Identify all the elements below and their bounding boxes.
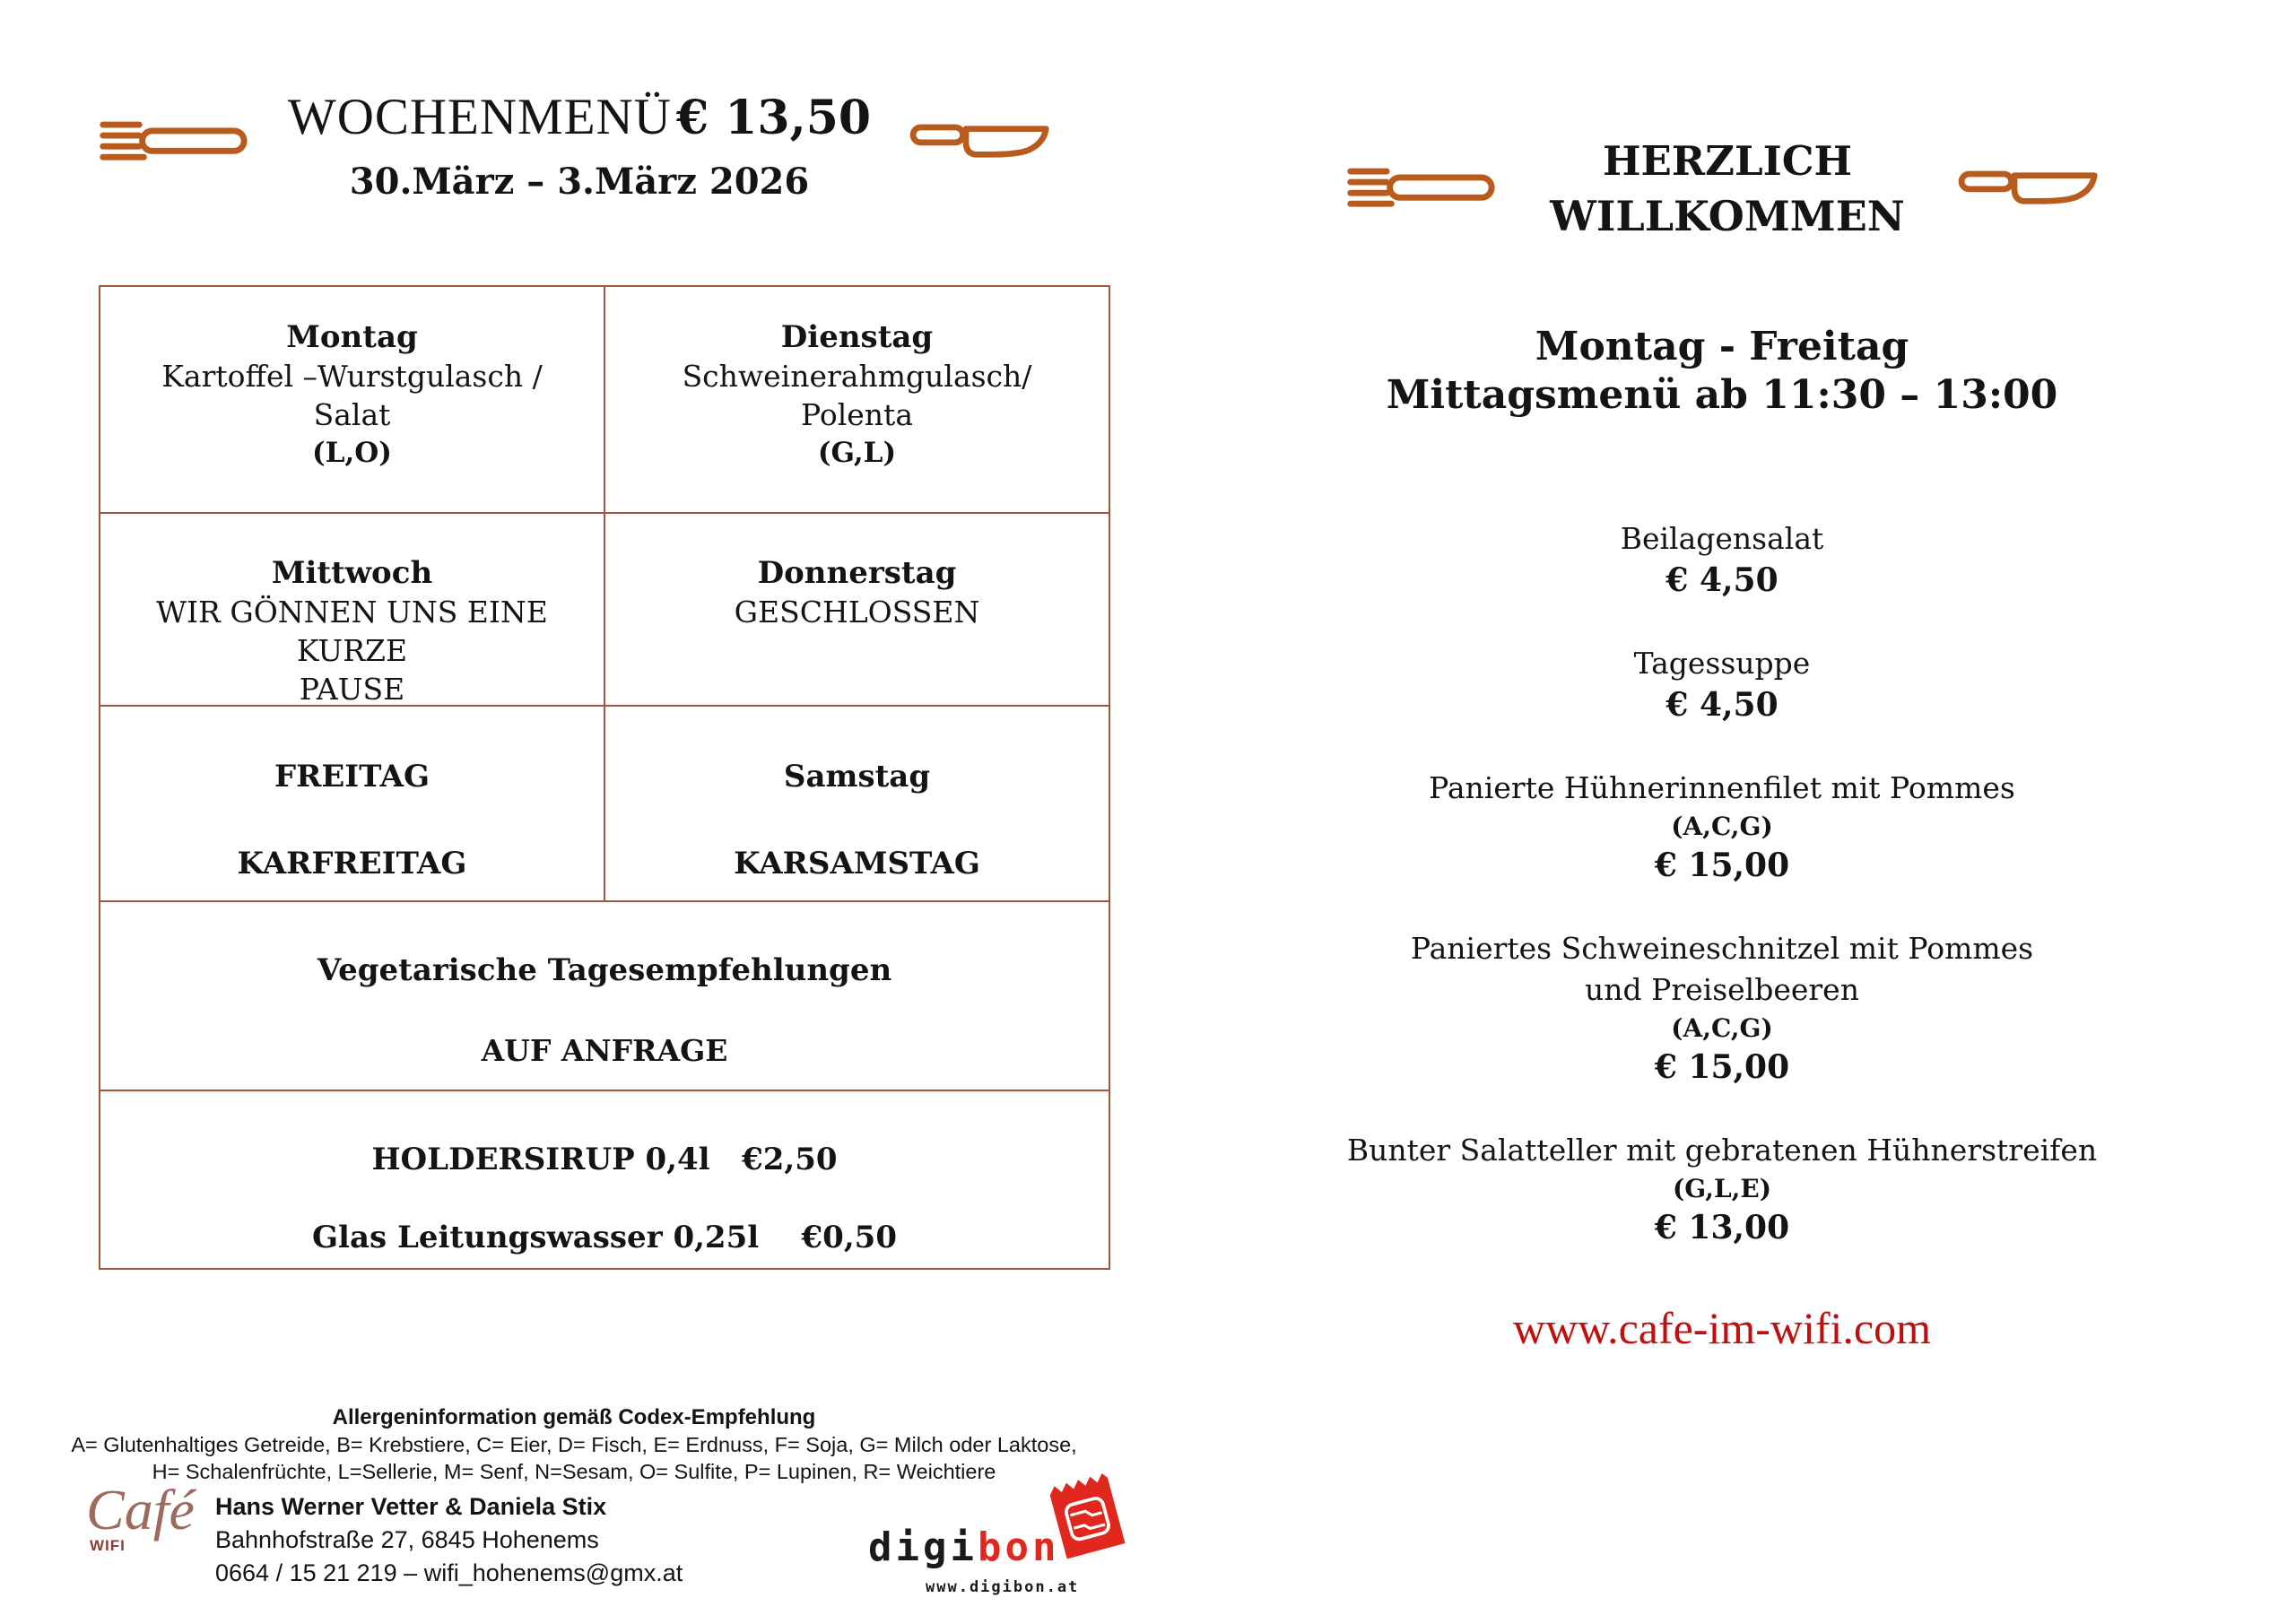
item-name: Panierte Hühnerinnenfilet mit Pommes bbox=[1429, 770, 2015, 805]
contact-block bbox=[215, 1490, 683, 1590]
allergen-info bbox=[0, 1404, 1148, 1485]
cafe-website-url: www.cafe-im-wifi.com bbox=[1512, 1303, 1931, 1353]
item-name: Tagessuppe bbox=[1633, 646, 1811, 681]
item-allergens: (A,C,G) bbox=[1671, 812, 1773, 841]
item-price: € 15,00 bbox=[1654, 1048, 1790, 1086]
item-price: € 4,50 bbox=[1665, 561, 1779, 599]
day-label: Dienstag bbox=[780, 319, 934, 355]
table-row bbox=[100, 900, 1109, 1090]
menu-item-beilagensalat bbox=[1148, 518, 2296, 602]
table-cell-dienstag bbox=[604, 287, 1109, 512]
dish-line: PAUSE bbox=[299, 672, 405, 707]
item-price: € 13,00 bbox=[1654, 1209, 1790, 1246]
phone-email: 0664 / 15 21 219 – wifi_hohenems@gmx.at bbox=[215, 1559, 683, 1586]
item-name-line2: und Preiselbeeren bbox=[1585, 972, 1859, 1007]
menu-items bbox=[1148, 518, 2296, 1290]
table-row bbox=[100, 705, 1109, 900]
day-label: Montag bbox=[286, 319, 418, 355]
knife-icon bbox=[1957, 163, 2100, 217]
welcome-title bbox=[1550, 135, 1905, 244]
digibon-text-red: bon bbox=[977, 1524, 1060, 1570]
table-cell-montag bbox=[100, 287, 604, 512]
table-row bbox=[100, 512, 1109, 705]
week-menu-table bbox=[99, 285, 1110, 1270]
menu-price: € 13,50 bbox=[675, 91, 872, 145]
knife-icon bbox=[909, 117, 1052, 170]
drink-line: Glas Leitungswasser 0,25l €0,50 bbox=[312, 1220, 897, 1255]
opening-times: Mittagsmenü ab 11:30 – 13:00 bbox=[1386, 372, 2058, 418]
day-label: Mittwoch bbox=[271, 555, 433, 591]
dish-line: KARSAMSTAG bbox=[734, 846, 980, 881]
left-title-block bbox=[288, 88, 871, 205]
welcome-line1: HERZLICH bbox=[1602, 137, 1853, 185]
right-menu-header bbox=[1148, 135, 2296, 244]
day-label: Samstag bbox=[783, 759, 931, 795]
allergen-line: A= Glutenhaltiges Getreide, B= Krebstiere, C= Eier, D= Fisch, E= Erdnuss, F= Soja, G= Milch oder Laktose, bbox=[71, 1433, 1077, 1456]
dish-line: Polenta bbox=[800, 397, 913, 432]
table-cell-samstag bbox=[604, 707, 1109, 900]
item-price: € 4,50 bbox=[1665, 686, 1779, 724]
dish-line: GESCHLOSSEN bbox=[734, 595, 980, 630]
item-allergens: (G,L,E) bbox=[1673, 1174, 1771, 1203]
item-name: Bunter Salatteller mit gebratenen Hühnerstreifen bbox=[1346, 1133, 2098, 1168]
fork-icon bbox=[96, 117, 250, 170]
cafe-logo-text: Café bbox=[86, 1478, 195, 1541]
dish-line: WIR GÖNNEN UNS EINE KURZE bbox=[156, 595, 548, 668]
dish-line: Schweinerahmgulasch/ bbox=[682, 359, 1032, 394]
menu-item-schweineschnitzel bbox=[1148, 928, 2296, 1089]
table-row bbox=[100, 1090, 1109, 1268]
digibon-url: www.digibon.at bbox=[926, 1578, 1080, 1596]
table-cell-mittwoch bbox=[100, 514, 604, 705]
table-row bbox=[100, 287, 1109, 512]
digibon-logo bbox=[868, 1490, 1137, 1616]
opening-days: Montag - Freitag bbox=[1535, 324, 1909, 369]
dish-line: Kartoffel –Wurstgulasch / bbox=[161, 359, 543, 394]
menu-item-salatteller bbox=[1148, 1130, 2296, 1249]
welcome-line2: WILLKOMMEN bbox=[1550, 192, 1905, 240]
menu-date-range: 30.März – 3.März 2026 bbox=[349, 161, 810, 203]
fork-icon bbox=[1344, 163, 1498, 217]
left-menu-header bbox=[0, 88, 1148, 205]
veg-heading: Vegetarische Tagesempfehlungen bbox=[317, 952, 892, 988]
day-label: FREITAG bbox=[274, 759, 430, 795]
owner-names: Hans Werner Vetter & Daniela Stix bbox=[215, 1493, 607, 1520]
digibon-text-black: digi bbox=[868, 1524, 978, 1570]
item-allergens: (A,C,G) bbox=[1671, 1013, 1773, 1043]
allergen-line: H= Schalenfrüchte, L=Sellerie, M= Senf, N=Sesam, O= Sulfite, P= Lupinen, R= Weichtiere bbox=[152, 1460, 996, 1483]
address: Bahnhofstraße 27, 6845 Hohenems bbox=[215, 1526, 599, 1553]
allergen-code: (G,L) bbox=[817, 437, 897, 469]
item-price: € 15,00 bbox=[1654, 847, 1790, 884]
cafe-wifi-logo bbox=[86, 1478, 212, 1616]
page-title: WOCHENMENÜ bbox=[287, 89, 672, 145]
table-cell-freitag bbox=[100, 707, 604, 900]
table-cell-donnerstag bbox=[604, 514, 1109, 705]
digibon-wordmark bbox=[868, 1524, 1059, 1570]
drink-line: HOLDERSIRUP 0,4l €2,50 bbox=[371, 1142, 838, 1177]
day-label: Donnerstag bbox=[757, 555, 957, 591]
opening-hours bbox=[1148, 323, 2296, 420]
menu-item-huehnerinnenfilet bbox=[1148, 768, 2296, 887]
menu-item-tagessuppe bbox=[1148, 643, 2296, 726]
right-page bbox=[1148, 0, 2296, 1624]
table-cell-vegetarisch bbox=[100, 902, 1109, 1090]
dish-line: KARFREITAG bbox=[237, 846, 467, 881]
item-name: Beilagensalat bbox=[1620, 521, 1824, 556]
allergen-code: (L,O) bbox=[312, 437, 392, 469]
cafe-logo-sub: WIFI bbox=[90, 1537, 126, 1554]
item-name: Paniertes Schweineschnitzel mit Pommes bbox=[1410, 931, 2034, 966]
table-cell-drinks bbox=[100, 1091, 1109, 1268]
allergen-heading: Allergeninformation gemäß Codex-Empfehlung bbox=[332, 1405, 816, 1429]
dish-line: Salat bbox=[313, 397, 391, 432]
veg-subheading: AUF ANFRAGE bbox=[481, 1033, 728, 1068]
